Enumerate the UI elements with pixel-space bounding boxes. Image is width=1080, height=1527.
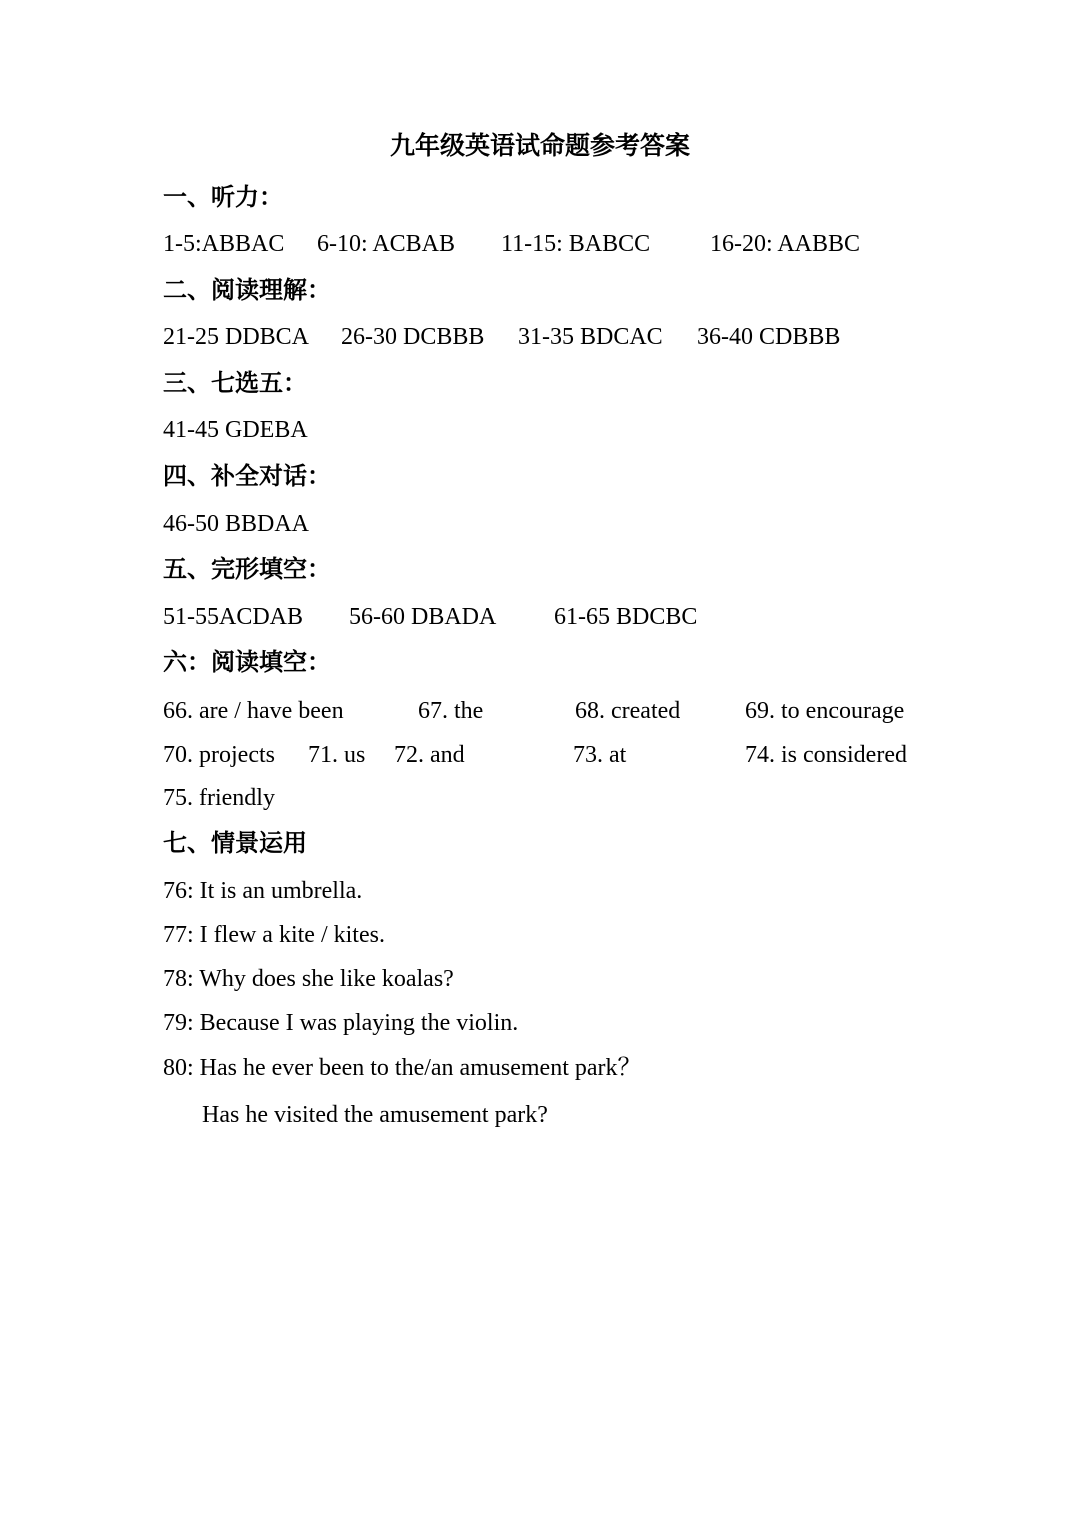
section-heading-reading: 二、阅读理解： xyxy=(163,275,331,304)
answer-reading-26-30: 26-30 DCBBB xyxy=(341,324,485,350)
answer-situational-80-alt: Has he visited the amusement park? xyxy=(202,1102,548,1128)
answer-reading-31-35: 31-35 BDCAC xyxy=(518,324,663,350)
answer-fill-70: 70. projects xyxy=(163,742,275,768)
answer-fill-67: 67. the xyxy=(418,698,484,724)
answer-fill-75: 75. friendly xyxy=(163,785,275,811)
answer-fill-72: 72. and xyxy=(394,742,465,768)
section-heading-cloze: 五、完形填空： xyxy=(163,554,331,583)
answer-situational-80: 80: Has he ever been to the/an amusement park？ xyxy=(163,1055,642,1081)
answer-listening-6-10: 6-10: ACBAB xyxy=(317,231,456,257)
answer-listening-16-20: 16-20: AABBC xyxy=(710,231,861,257)
answer-reading-36-40: 36-40 CDBBB xyxy=(697,324,841,350)
answer-listening-1-5: 1-5:ABBAC xyxy=(163,231,285,257)
answer-situational-76: 76: It is an umbrella. xyxy=(163,878,363,904)
answer-cloze-56-60: 56-60 DBADA xyxy=(349,604,497,630)
answer-situational-77: 77: I flew a kite / kites. xyxy=(163,922,385,948)
answer-situational-78: 78: Why does she like koalas? xyxy=(163,966,454,992)
answer-cloze-61-65: 61-65 BDCBC xyxy=(554,604,698,630)
answer-fill-66: 66. are / have been xyxy=(163,698,344,724)
answer-reading-21-25: 21-25 DDBCA xyxy=(163,324,310,350)
answer-situational-79: 79: Because I was playing the violin. xyxy=(163,1010,519,1036)
answer-listening-11-15: 11-15: BABCC xyxy=(501,231,651,257)
section-heading-listening: 一、听力： xyxy=(163,182,283,211)
answer-cloze-51-55: 51-55ACDAB xyxy=(163,604,304,630)
answer-fill-69: 69. to encourage xyxy=(745,698,905,724)
answer-fill-73: 73. at xyxy=(573,742,627,768)
answer-fill-71: 71. us xyxy=(308,742,366,768)
section-heading-reading-fill: 六：阅读填空： xyxy=(163,647,331,676)
answer-dialogue-46-50: 46-50 BBDAA xyxy=(163,511,310,537)
answer-fill-74: 74. is considered xyxy=(745,742,907,768)
answer-fill-68: 68. created xyxy=(575,698,681,724)
section-heading-dialogue: 四、补全对话： xyxy=(163,461,331,490)
answer-seven-choose-five-41-45: 41-45 GDEBA xyxy=(163,417,308,443)
page-title: 九年级英语试命题参考答案 xyxy=(389,131,690,160)
section-heading-seven-choose-five: 三、七选五： xyxy=(163,368,307,397)
section-heading-situational: 七、情景运用 xyxy=(163,828,307,857)
